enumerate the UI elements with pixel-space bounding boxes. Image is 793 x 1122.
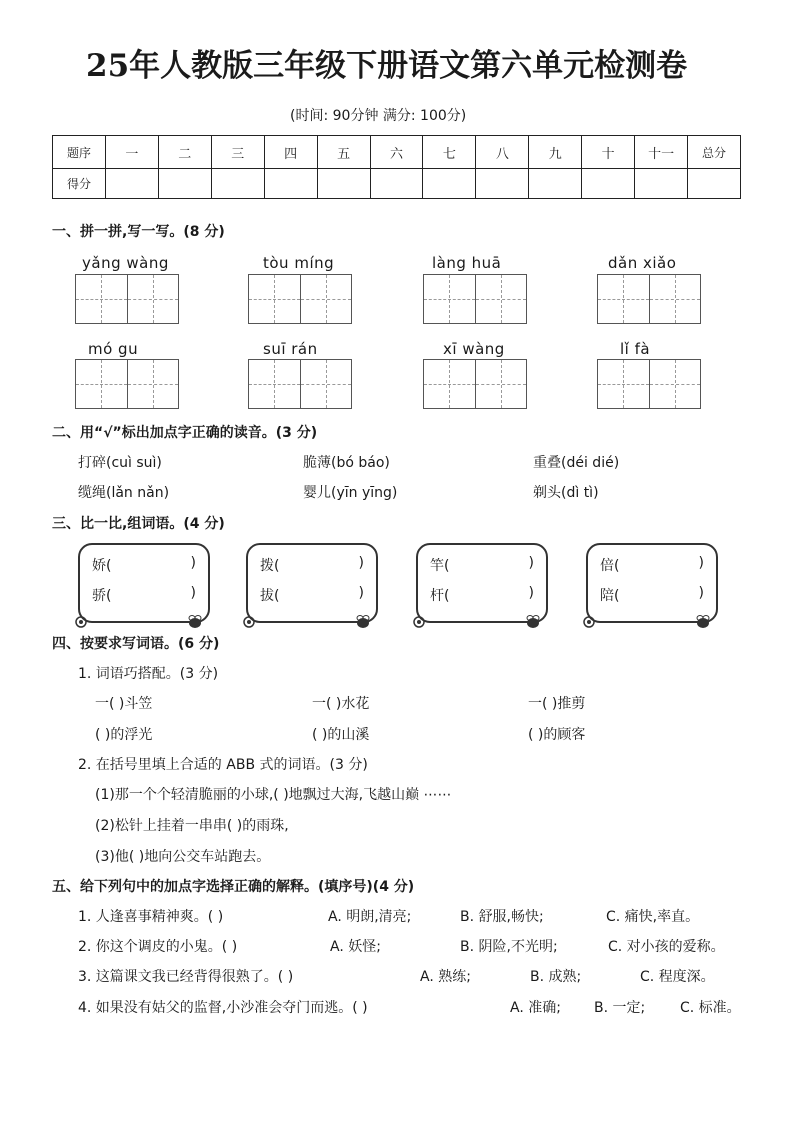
section1-heading: 一、拼一拼,写一写。(8 分): [52, 224, 225, 240]
flower-icon: [74, 615, 88, 629]
choice-option: A. 明朗,清亮;: [328, 909, 412, 925]
score-cell[interactable]: [529, 169, 582, 199]
char-left: 倍(: [600, 558, 620, 574]
fill-item[interactable]: ( )的浮光: [95, 727, 153, 743]
writing-grid[interactable]: [597, 359, 701, 409]
choice-question[interactable]: 3. 这篇课文我已经背得很熟了。( ): [78, 969, 294, 985]
page-title: 25年人教版三年级下册语文第六单元检测卷: [86, 48, 688, 84]
score-col: 九: [529, 136, 582, 169]
bee-icon: [524, 615, 542, 629]
paren: ): [358, 585, 364, 601]
exam-info: (时间: 90分钟 满分: 100分): [290, 108, 467, 124]
bee-icon: [354, 615, 372, 629]
fill-sentence[interactable]: (3)他( )地向公交车站跑去。: [95, 849, 271, 865]
score-col: 六: [370, 136, 423, 169]
section3-heading: 三、比一比,组词语。(4 分): [52, 516, 225, 532]
writing-grid[interactable]: [75, 274, 179, 324]
score-cell[interactable]: [582, 169, 635, 199]
choice-question[interactable]: 2. 你这个调皮的小鬼。( ): [78, 939, 238, 955]
choice-option: B. 阴险,不光明;: [460, 939, 558, 955]
char-left: 拔(: [260, 588, 280, 604]
pinyin-label: xī wàng: [443, 340, 505, 358]
writing-grid[interactable]: [597, 274, 701, 324]
paren: ): [698, 585, 704, 601]
choice-option: C. 痛快,率直。: [606, 909, 700, 925]
word-compare-box[interactable]: [416, 543, 548, 623]
reading-item[interactable]: 缆绳(lǎn nǎn): [78, 485, 170, 501]
fill-item[interactable]: 一( )水花: [312, 696, 370, 712]
choice-option: C. 标准。: [680, 1000, 741, 1016]
paren: ): [698, 555, 704, 571]
fill-sentence[interactable]: (1)那一个个轻清脆丽的小球,( )地飘过大海,飞越山巅 ⋯⋯: [95, 787, 452, 803]
score-cell[interactable]: [264, 169, 317, 199]
score-col: 八: [476, 136, 529, 169]
writing-grid[interactable]: [423, 359, 527, 409]
score-table: [52, 135, 741, 199]
choice-option: C. 对小孩的爱称。: [608, 939, 725, 955]
pinyin-label: yǎng wàng: [82, 254, 169, 272]
char-left: 娇(: [92, 558, 112, 574]
paren: ): [358, 555, 364, 571]
char-left: 竿(: [430, 558, 450, 574]
fill-item[interactable]: 一( )斗笠: [95, 696, 153, 712]
word-compare-box[interactable]: [246, 543, 378, 623]
choice-option: B. 成熟;: [530, 969, 582, 985]
writing-grid[interactable]: [248, 274, 352, 324]
paren: ): [190, 585, 196, 601]
paren: ): [190, 555, 196, 571]
choice-option: A. 妖怪;: [330, 939, 381, 955]
pinyin-label: tòu míng: [263, 254, 335, 272]
choice-option: B. 一定;: [594, 1000, 646, 1016]
score-row-label: 得分: [53, 169, 106, 199]
subquestion-title: 2. 在括号里填上合适的 ABB 式的词语。(3 分): [78, 757, 368, 773]
score-col-total: 总分: [688, 136, 741, 169]
writing-grid[interactable]: [248, 359, 352, 409]
score-cell[interactable]: [370, 169, 423, 199]
reading-item[interactable]: 重叠(déi dié): [533, 455, 620, 471]
reading-item[interactable]: 婴儿(yīn yīng): [303, 485, 398, 501]
pinyin-label: dǎn xiǎo: [608, 254, 677, 272]
choice-question[interactable]: 4. 如果没有姑父的监督,小沙准会夺门而逃。( ): [78, 1000, 368, 1016]
score-cell[interactable]: [105, 169, 158, 199]
fill-item[interactable]: 一( )推剪: [528, 696, 586, 712]
score-cell[interactable]: [476, 169, 529, 199]
choice-option: C. 程度深。: [640, 969, 715, 985]
score-col: 四: [264, 136, 317, 169]
score-col: 十一: [635, 136, 688, 169]
section2-heading: 二、用“√”标出加点字正确的读音。(3 分): [52, 425, 318, 441]
reading-item[interactable]: 脆薄(bó báo): [303, 455, 390, 471]
char-left: 拨(: [260, 558, 280, 574]
score-header-label: 题序: [53, 136, 106, 169]
char-left: 骄(: [92, 588, 112, 604]
score-col: 二: [158, 136, 211, 169]
paren: ): [528, 555, 534, 571]
pinyin-label: suī rán: [263, 340, 318, 358]
choice-option: A. 准确;: [510, 1000, 561, 1016]
choice-question[interactable]: 1. 人逢喜事精神爽。( ): [78, 909, 224, 925]
pinyin-label: lǐ fà: [620, 340, 651, 358]
fill-sentence[interactable]: (2)松针上挂着一串串( )的雨珠,: [95, 818, 289, 834]
score-col: 一: [105, 136, 158, 169]
score-cell[interactable]: [211, 169, 264, 199]
score-cell[interactable]: [158, 169, 211, 199]
choice-option: A. 熟练;: [420, 969, 471, 985]
subquestion-title: 1. 词语巧搭配。(3 分): [78, 666, 219, 682]
char-left: 杆(: [430, 588, 450, 604]
section4-heading: 四、按要求写词语。(6 分): [52, 636, 220, 652]
score-col: 五: [317, 136, 370, 169]
choice-option: B. 舒服,畅快;: [460, 909, 544, 925]
score-col: 三: [211, 136, 264, 169]
char-left: 陪(: [600, 588, 620, 604]
paren: ): [528, 585, 534, 601]
score-col: 十: [582, 136, 635, 169]
flower-icon: [412, 615, 426, 629]
word-compare-box[interactable]: [78, 543, 210, 623]
pinyin-label: làng huā: [432, 254, 502, 272]
score-cell[interactable]: [688, 169, 741, 199]
score-cell[interactable]: [317, 169, 370, 199]
flower-icon: [242, 615, 256, 629]
pinyin-label: mó gu: [88, 340, 139, 358]
fill-item[interactable]: ( )的山溪: [312, 727, 370, 743]
score-col: 七: [423, 136, 476, 169]
score-cell[interactable]: [635, 169, 688, 199]
writing-grid[interactable]: [423, 274, 527, 324]
bee-icon: [694, 615, 712, 629]
score-cell[interactable]: [423, 169, 476, 199]
section5-heading: 五、给下列句中的加点字选择正确的解释。(填序号)(4 分): [52, 879, 415, 895]
reading-item[interactable]: 打碎(cuì suì): [78, 455, 162, 471]
fill-item[interactable]: ( )的顾客: [528, 727, 586, 743]
flower-icon: [582, 615, 596, 629]
word-compare-box[interactable]: [586, 543, 718, 623]
reading-item[interactable]: 剃头(dì tì): [533, 485, 599, 501]
writing-grid[interactable]: [75, 359, 179, 409]
bee-icon: [186, 615, 204, 629]
